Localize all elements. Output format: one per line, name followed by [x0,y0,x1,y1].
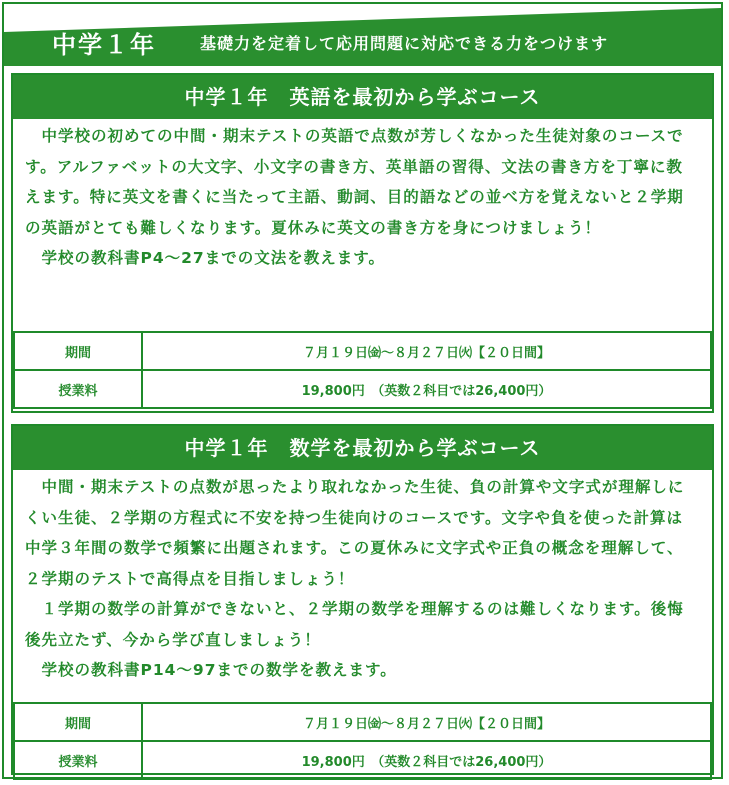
table-row [14,370,711,408]
period-label: 期間 [14,332,142,370]
course-title: 中学１年 英語を最初から学ぶコース [13,75,712,119]
fee-label: 授業料 [14,741,142,779]
fee-label: 授業料 [14,370,142,408]
period-value: ７月１９日㈮～８月２７日㈫【２０日間】 [142,332,711,370]
course-description [13,119,712,274]
description-paragraph: １学期の数学の計算ができないと、２学期の数学を理解するのは難しくなります。後悔後先立たず、今から学び直しましょう！ [25,600,684,649]
english-course-box [11,73,714,413]
description-paragraph: 中間・期末テストの点数が思ったより取れなかった生徒、負の計算や文字式が理解しにくい生徒、２学期の方程式に不安を持つ生徒向けのコースです。文字や負を使った計算は中学３年間の数学で頻繁に出題されます。この夏休みに文字式や正負の概念を理解して、２学期のテストで高得点を目指しましょう！ [25,478,685,588]
course-description [13,470,712,686]
course-info-table [13,702,712,780]
flyer-frame [2,2,723,779]
fee-value: 19,800円 （英数２科目では26,400円） [142,370,711,408]
table-row [14,332,711,370]
period-value: ７月１９日㈮～８月２７日㈫【２０日間】 [142,703,711,741]
header-banner [4,4,721,66]
banner-grade: 中学１年 [52,31,156,59]
banner-tagline: 基礎力を定着して応用問題に対応できる力をつけます [200,34,609,53]
fee-value: 19,800円 （英数２科目では26,400円） [142,741,711,779]
description-paragraph: 中学校の初めての中間・期末テストの英語で点数が芳しくなかった生徒対象のコースです。アルファベットの大文字、小文字の書き方、英単語の習得、文法の書き方を丁寧に教えます。特に英文を書くに当たって主語、動詞、目的語などの並べ方を覚えないと２学期の英語がとても難しくなります。夏休みに英文の書き方を身につけましょう！ [25,127,684,237]
period-label: 期間 [14,703,142,741]
math-course-box [11,424,714,775]
course-info-table [13,331,712,409]
table-row [14,703,711,741]
course-title: 中学１年 数学を最初から学ぶコース [13,426,712,470]
description-paragraph: 学校の教科書P4～27までの文法を教えます。 [25,249,385,267]
description-paragraph: 学校の教科書P14～97までの数学を教えます。 [25,661,397,679]
table-row [14,741,711,779]
